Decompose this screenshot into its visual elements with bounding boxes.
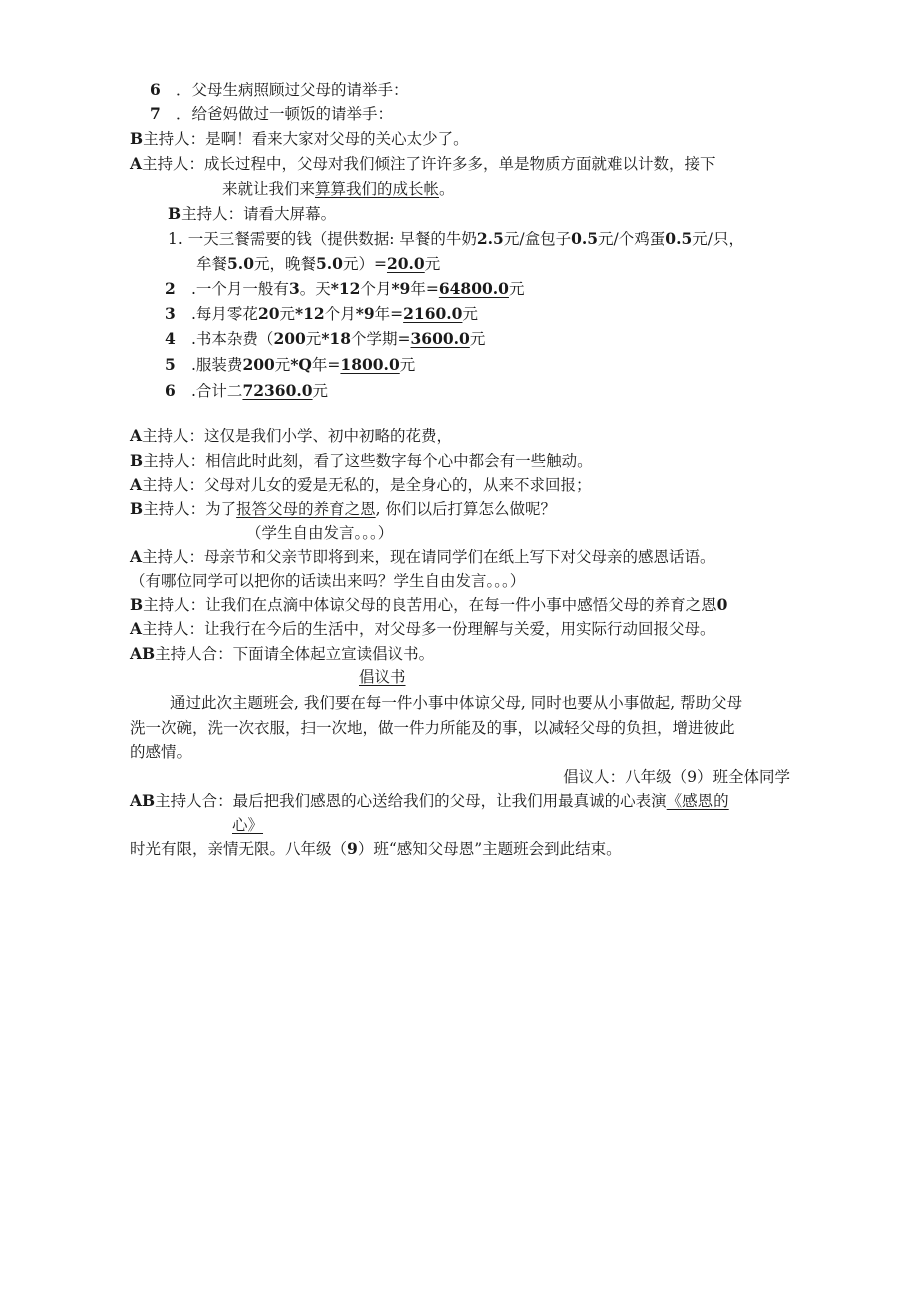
host-line-a-5: A主持人：让我行在今后的生活中，对父母多一份理解与关爱，用实际行动回报父母。 xyxy=(130,619,716,638)
student-speak-note-1: （学生自由发言。。。） xyxy=(246,524,394,542)
survey-item-7: 7 ．给爸妈做过一顿饭的请举手： xyxy=(150,104,394,123)
host-line-b-3: B主持人：相信此时此刻，看了这些数字每个心中都会有一些触动。 xyxy=(130,451,593,470)
host-line-b-5: B主持人：让我们在点滴中体谅父母的良苦用心，在每一件小事中感悟父母的养育之恩0 xyxy=(130,595,728,614)
closing-line: 时光有限，亲情无限。八年级（9）班“感知父母恩”主题班会到此结束。 xyxy=(130,839,622,858)
host-line-a-2: A主持人：这仅是我们小学、初中初略的花费， xyxy=(130,426,453,445)
host-line-b-2: B主持人：请看大屏幕。 xyxy=(168,204,337,223)
student-speak-note-2: （有哪位同学可以把你的话读出来吗？学生自由发言。。。） xyxy=(130,572,526,590)
host-line-a-1-continued: 来就让我们来算算我们的成长帐。 xyxy=(222,180,455,198)
calc-item-1: 1. 一天三餐需要的钱（提供数据: 早餐的牛奶2.5元/盒包子0.5元/个鸡蛋0.5元/只， xyxy=(168,229,744,248)
host-line-a-4: A主持人：母亲节和父亲节即将到来，现在请同学们在纸上写下对父母亲的感恩话语。 xyxy=(130,547,716,566)
calc-item-1-continued: 牟餐5.0元，晚餐5.0元）=20.0元 xyxy=(196,254,441,273)
calc-item-6-total: 6 .合计二72360.0元 xyxy=(165,381,329,400)
host-line-ab-1: AB主持人合：下面请全体起立宣读倡议书。 xyxy=(130,644,435,663)
host-line-b-1: B主持人：是啊！看来大家对父母的关心太少了。 xyxy=(130,129,469,148)
proposal-signature: 倡议人：八年级（9）班全体同学 xyxy=(563,768,790,786)
proposal-title: 倡议书 xyxy=(359,668,406,686)
survey-item-6: 6 ．父母生病照顾过父母的请举手： xyxy=(150,80,409,99)
calc-item-3: 3 .每月零花20元*12个月*9年=2160.0元 xyxy=(165,304,478,323)
calc-item-5: 5 .服装费200元*Q年=1800.0元 xyxy=(165,355,416,374)
host-line-a-3: A主持人：父母对儿女的爱是无私的，是全身心的，从来不求回报； xyxy=(130,475,592,494)
proposal-body-line-3: 的感情。 xyxy=(130,743,193,761)
calc-item-4: 4 .书本杂费（200元*18个学期=3600.0元 xyxy=(165,329,486,348)
host-line-a-1: A主持人：成长过程中，父母对我们倾注了许许多多，单是物质方面就难以计数，接下 xyxy=(130,154,716,173)
host-line-ab-2-continued: 心》 xyxy=(232,816,264,834)
host-line-b-4: B主持人：为了报答父母的养育之恩, 你们以后打算怎么做呢？ xyxy=(130,499,557,518)
proposal-body-line-1: 通过此次主题班会, 我们要在每一件小事中体谅父母, 同时也要从小事做起, 帮助父母 xyxy=(170,694,743,712)
host-line-ab-2: AB主持人合：最后把我们感恩的心送给我们的父母，让我们用最真诚的心表演《感恩的 xyxy=(130,791,729,810)
proposal-body-line-2: 洗一次碗，洗一次衣服，扫一次地，做一件力所能及的事，以减轻父母的负担，增进彼此 xyxy=(130,719,735,737)
calc-item-2: 2 .一个月一般有3。天*12个月*9年=64800.0元 xyxy=(165,279,525,298)
